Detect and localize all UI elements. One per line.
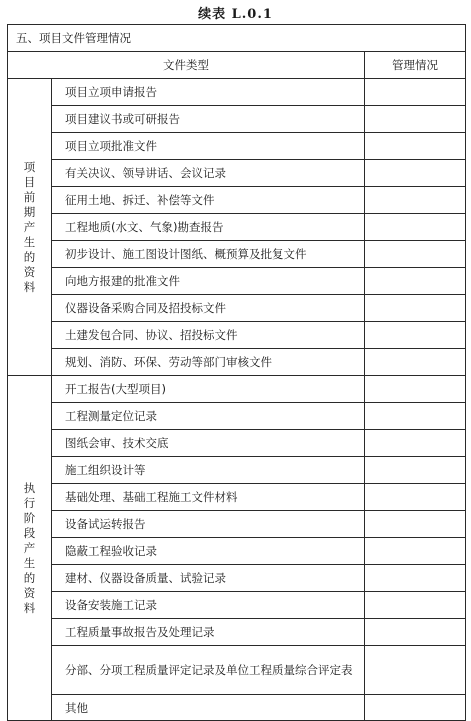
- table-row: [8, 457, 466, 484]
- table-row: [8, 695, 466, 721]
- file-type-cell: 建材、仪器设备质量、试验记录: [52, 565, 365, 592]
- file-type-cell: 向地方报建的批准文件: [52, 268, 365, 295]
- file-type-cell: 施工组织设计等: [52, 457, 365, 484]
- table-row: [8, 295, 466, 322]
- status-cell[interactable]: [365, 646, 466, 695]
- table-row: [8, 565, 466, 592]
- status-cell[interactable]: [365, 592, 466, 619]
- table-row: [8, 646, 466, 695]
- table-row: [8, 592, 466, 619]
- group-label: 执 行 阶 段 产 生 的 资 料: [8, 376, 52, 721]
- table-row: [8, 484, 466, 511]
- status-header: 管理情况: [365, 52, 466, 79]
- table-row: [8, 106, 466, 133]
- status-cell[interactable]: [365, 241, 466, 268]
- table-row: [8, 349, 466, 376]
- file-type-cell: 开工报告(大型项目): [52, 376, 365, 403]
- file-type-cell: 隐蔽工程验收记录: [52, 538, 365, 565]
- status-cell[interactable]: [365, 403, 466, 430]
- table-row: [8, 403, 466, 430]
- page-title: 续表 L.0.1: [198, 7, 273, 22]
- header-row: [8, 52, 466, 79]
- file-type-cell: 设备试运转报告: [52, 511, 365, 538]
- file-type-cell: 有关决议、领导讲话、会议记录: [52, 160, 365, 187]
- file-type-cell: 仪器设备采购合同及招投标文件: [52, 295, 365, 322]
- table-row: [8, 133, 466, 160]
- table-row: [8, 538, 466, 565]
- status-cell[interactable]: [365, 484, 466, 511]
- status-cell[interactable]: [365, 457, 466, 484]
- file-type-cell: 土建发包合同、协议、招投标文件: [52, 322, 365, 349]
- table-row: [8, 376, 466, 403]
- table-row: [8, 79, 466, 106]
- status-cell[interactable]: [365, 349, 466, 376]
- section-row: [8, 25, 466, 52]
- status-cell[interactable]: [365, 160, 466, 187]
- file-type-cell: 工程质量事故报告及处理记录: [52, 619, 365, 646]
- status-cell[interactable]: [365, 619, 466, 646]
- file-type-cell: 项目建议书或可研报告: [52, 106, 365, 133]
- file-type-cell: 初步设计、施工图设计图纸、概预算及批复文件: [52, 241, 365, 268]
- file-type-cell: 设备安装施工记录: [52, 592, 365, 619]
- status-cell[interactable]: [365, 565, 466, 592]
- status-cell[interactable]: [365, 79, 466, 106]
- table-row: [8, 160, 466, 187]
- status-cell[interactable]: [365, 430, 466, 457]
- status-cell[interactable]: [365, 322, 466, 349]
- status-cell[interactable]: [365, 376, 466, 403]
- file-type-cell: 分部、分项工程质量评定记录及单位工程质量综合评定表: [52, 646, 365, 695]
- file-type-cell: 项目立项申请报告: [52, 79, 365, 106]
- status-cell[interactable]: [365, 187, 466, 214]
- file-type-cell: 征用土地、拆迁、补偿等文件: [52, 187, 365, 214]
- status-cell[interactable]: [365, 511, 466, 538]
- status-cell[interactable]: [365, 295, 466, 322]
- table-row: [8, 268, 466, 295]
- section-title: 五、项目文件管理情况: [8, 25, 466, 52]
- table-row: [8, 511, 466, 538]
- file-type-cell: 项目立项批准文件: [52, 133, 365, 160]
- status-cell[interactable]: [365, 538, 466, 565]
- table-row: [8, 241, 466, 268]
- table-row: [8, 187, 466, 214]
- table-row: [8, 322, 466, 349]
- status-cell[interactable]: [365, 106, 466, 133]
- table-row: [8, 214, 466, 241]
- file-management-table: [7, 24, 466, 721]
- table-row: [8, 430, 466, 457]
- file-type-cell: 工程地质(水文、气象)勘查报告: [52, 214, 365, 241]
- status-cell[interactable]: [365, 214, 466, 241]
- file-type-cell: 规划、消防、环保、劳动等部门审核文件: [52, 349, 365, 376]
- status-cell[interactable]: [365, 133, 466, 160]
- status-cell[interactable]: [365, 695, 466, 721]
- table-row: [8, 619, 466, 646]
- status-cell[interactable]: [365, 268, 466, 295]
- file-type-header: 文件类型: [8, 52, 365, 79]
- file-type-cell: 图纸会审、技术交底: [52, 430, 365, 457]
- file-type-cell: 基础处理、基础工程施工文件材料: [52, 484, 365, 511]
- file-type-cell: 其他: [52, 695, 365, 721]
- group-label: 项 目 前 期 产 生 的 资 料: [8, 79, 52, 376]
- file-type-cell: 工程测量定位记录: [52, 403, 365, 430]
